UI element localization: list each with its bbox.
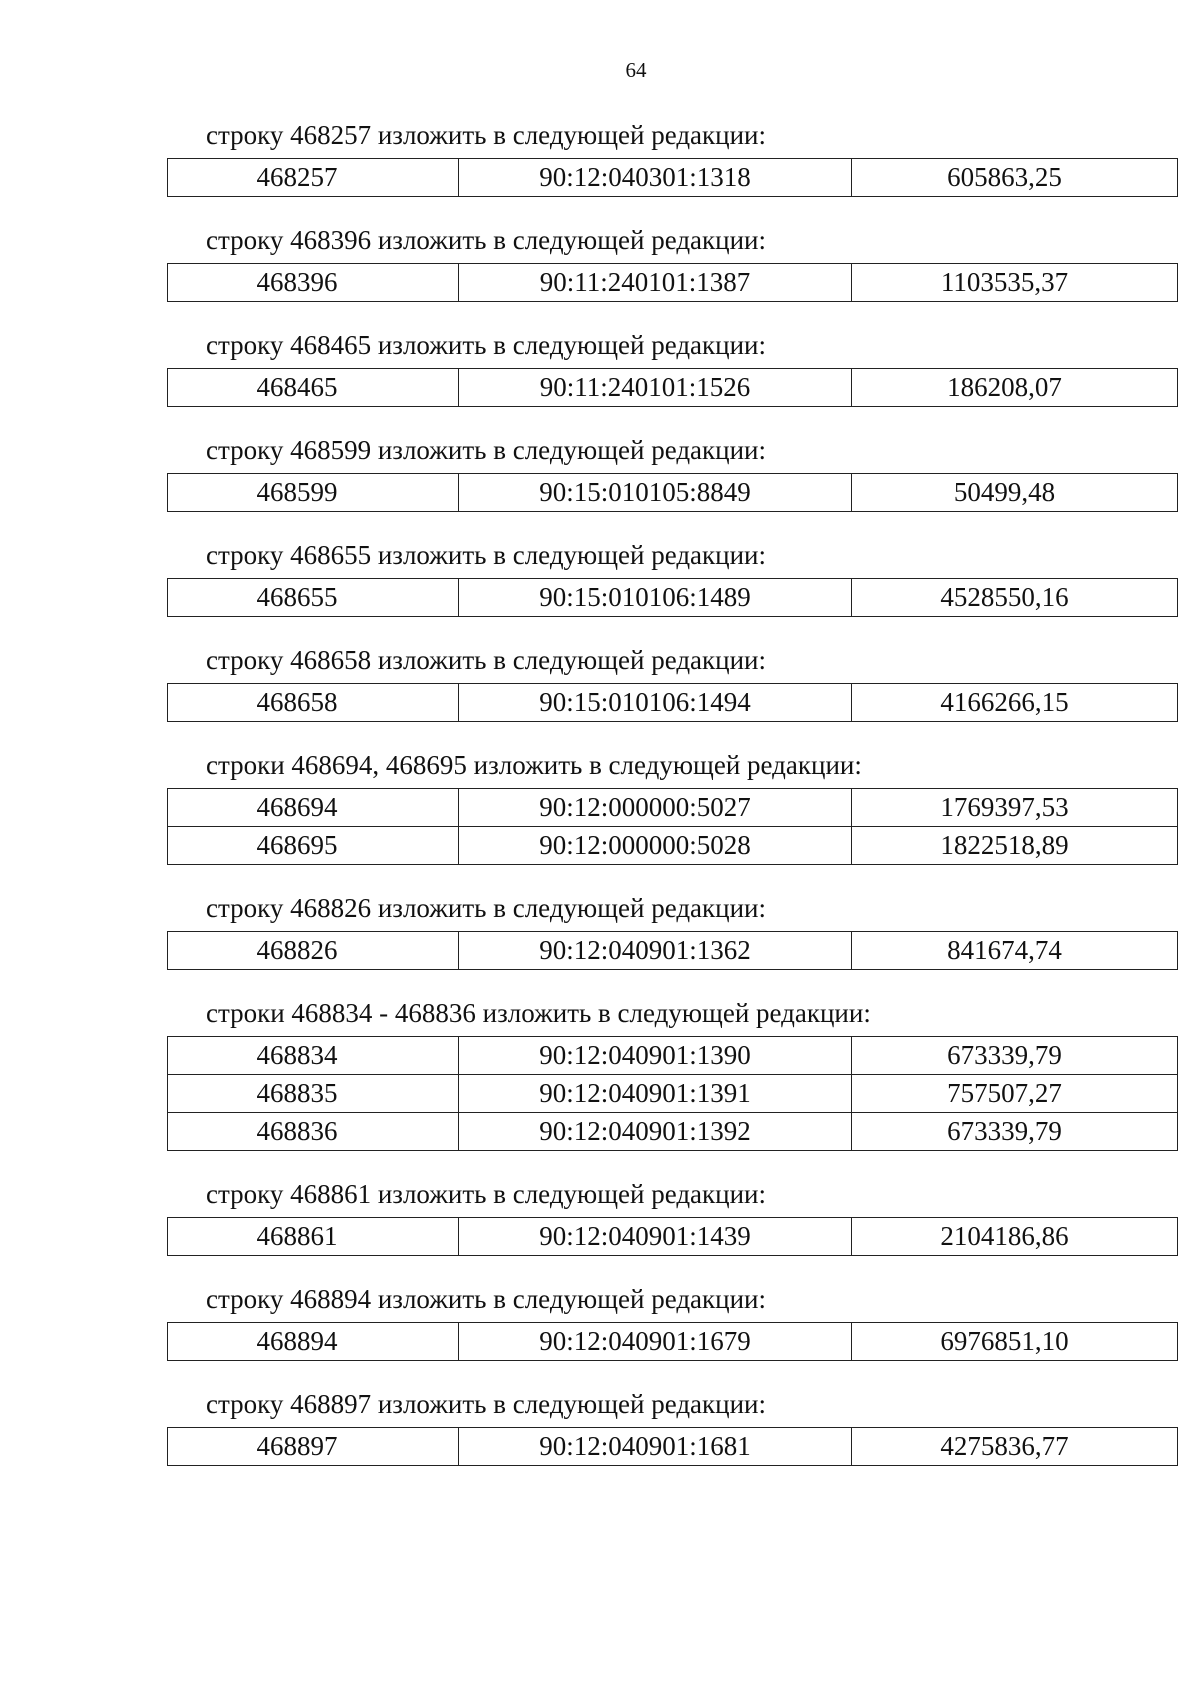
amendment-table: [167, 788, 1178, 865]
value-cell: 6976851,10: [852, 1323, 1178, 1361]
amendment-section: [167, 643, 1102, 722]
amendment-instruction: строку 468465 изложить в следующей редакции:: [206, 330, 767, 360]
cadastral-number-cell: 90:12:040301:1318: [459, 159, 852, 197]
amendment-table: [167, 158, 1178, 197]
cadastral-number-cell: 90:15:010105:8849: [459, 474, 852, 512]
amendment-section: [167, 748, 1102, 865]
row-number-cell: 468834: [168, 1037, 459, 1075]
amendment-table: [167, 1427, 1178, 1466]
amendment-instruction: строки 468694, 468695 изложить в следующей редакции:: [206, 750, 862, 780]
row-number-cell: 468396: [168, 264, 459, 302]
value-cell: 4528550,16: [852, 579, 1178, 617]
amendment-instruction: строку 468658 изложить в следующей редакции:: [206, 645, 767, 675]
row-number-cell: 468826: [168, 932, 459, 970]
amendment-section: [167, 328, 1102, 407]
value-cell: 50499,48: [852, 474, 1178, 512]
value-cell: 673339,79: [852, 1037, 1178, 1075]
amendment-table: [167, 263, 1178, 302]
amendment-section: [167, 1282, 1102, 1361]
table-row: [168, 684, 1178, 722]
amendment-instruction: строку 468897 изложить в следующей редакции:: [206, 1389, 767, 1419]
amendment-instruction: строку 468894 изложить в следующей редакции:: [206, 1284, 767, 1314]
row-number-cell: 468257: [168, 159, 459, 197]
value-cell: 4166266,15: [852, 684, 1178, 722]
amendment-table: [167, 1322, 1178, 1361]
value-cell: 4275836,77: [852, 1428, 1178, 1466]
row-number-cell: 468695: [168, 827, 459, 865]
table-row: [168, 789, 1178, 827]
cadastral-number-cell: 90:11:240101:1387: [459, 264, 852, 302]
amendment-instruction: строку 468257 изложить в следующей редакции:: [206, 120, 767, 150]
value-cell: 2104186,86: [852, 1218, 1178, 1256]
amendment-section: [167, 996, 1102, 1151]
table-row: [168, 159, 1178, 197]
amendment-section: [167, 223, 1102, 302]
cadastral-number-cell: 90:12:040901:1391: [459, 1075, 852, 1113]
cadastral-number-cell: 90:12:000000:5028: [459, 827, 852, 865]
cadastral-number-cell: 90:12:040901:1392: [459, 1113, 852, 1151]
value-cell: 186208,07: [852, 369, 1178, 407]
value-cell: 1103535,37: [852, 264, 1178, 302]
row-number-cell: 468465: [168, 369, 459, 407]
value-cell: 757507,27: [852, 1075, 1178, 1113]
table-row: [168, 1113, 1178, 1151]
page-number: 64: [625, 58, 647, 82]
table-row: [168, 474, 1178, 512]
cadastral-number-cell: 90:12:000000:5027: [459, 789, 852, 827]
row-number-cell: 468655: [168, 579, 459, 617]
row-number-cell: 468658: [168, 684, 459, 722]
table-row: [168, 1037, 1178, 1075]
amendment-sections: [167, 118, 1102, 1492]
amendment-section: [167, 891, 1102, 970]
amendment-table: [167, 1217, 1178, 1256]
row-number-cell: 468599: [168, 474, 459, 512]
amendment-instruction: строку 468655 изложить в следующей редакции:: [206, 540, 767, 570]
amendment-section: [167, 538, 1102, 617]
amendment-section: [167, 1387, 1102, 1466]
cadastral-number-cell: 90:12:040901:1679: [459, 1323, 852, 1361]
table-row: [168, 1075, 1178, 1113]
value-cell: 1769397,53: [852, 789, 1178, 827]
cadastral-number-cell: 90:12:040901:1681: [459, 1428, 852, 1466]
row-number-cell: 468694: [168, 789, 459, 827]
cadastral-number-cell: 90:11:240101:1526: [459, 369, 852, 407]
row-number-cell: 468894: [168, 1323, 459, 1361]
row-number-cell: 468897: [168, 1428, 459, 1466]
amendment-section: [167, 1177, 1102, 1256]
table-row: [168, 1428, 1178, 1466]
table-row: [168, 1323, 1178, 1361]
amendment-section: [167, 433, 1102, 512]
cadastral-number-cell: 90:15:010106:1494: [459, 684, 852, 722]
row-number-cell: 468836: [168, 1113, 459, 1151]
amendment-table: [167, 368, 1178, 407]
amendment-table: [167, 578, 1178, 617]
amendment-table: [167, 683, 1178, 722]
value-cell: 673339,79: [852, 1113, 1178, 1151]
amendment-table: [167, 931, 1178, 970]
table-row: [168, 579, 1178, 617]
amendment-instruction: строку 468599 изложить в следующей редакции:: [206, 435, 767, 465]
table-row: [168, 264, 1178, 302]
row-number-cell: 468861: [168, 1218, 459, 1256]
table-row: [168, 932, 1178, 970]
table-row: [168, 1218, 1178, 1256]
value-cell: 841674,74: [852, 932, 1178, 970]
row-number-cell: 468835: [168, 1075, 459, 1113]
amendment-instruction: строки 468834 - 468836 изложить в следующей редакции:: [206, 998, 871, 1028]
amendment-section: [167, 118, 1102, 197]
table-row: [168, 369, 1178, 407]
amendment-table: [167, 473, 1178, 512]
amendment-table: [167, 1036, 1178, 1151]
cadastral-number-cell: 90:15:010106:1489: [459, 579, 852, 617]
table-row: [168, 827, 1178, 865]
cadastral-number-cell: 90:12:040901:1390: [459, 1037, 852, 1075]
value-cell: 1822518,89: [852, 827, 1178, 865]
value-cell: 605863,25: [852, 159, 1178, 197]
cadastral-number-cell: 90:12:040901:1362: [459, 932, 852, 970]
amendment-instruction: строку 468861 изложить в следующей редакции:: [206, 1179, 767, 1209]
amendment-instruction: строку 468396 изложить в следующей редакции:: [206, 225, 767, 255]
amendment-instruction: строку 468826 изложить в следующей редакции:: [206, 893, 767, 923]
cadastral-number-cell: 90:12:040901:1439: [459, 1218, 852, 1256]
